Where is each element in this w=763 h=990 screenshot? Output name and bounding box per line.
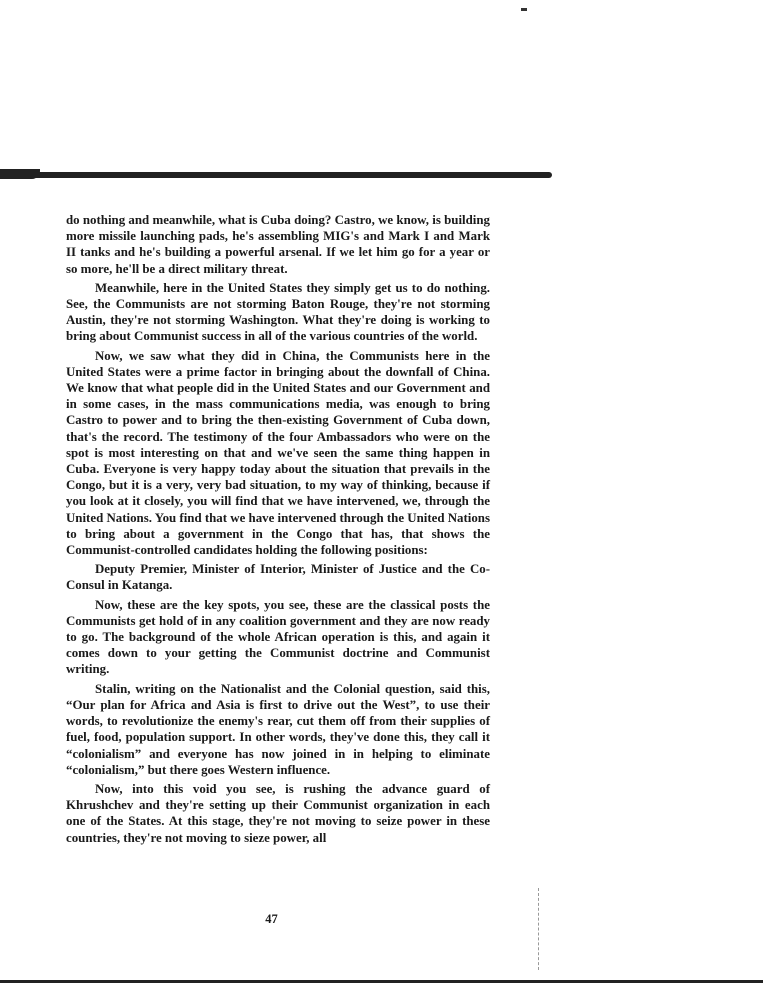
scan-mark	[521, 8, 527, 11]
paragraph-6: Stalin, writing on the Nationalist and the Colonial question, said this, “Our plan for Africa and Asia is first to drive out the West”, to use their words, to revolutionize the enemy's rear, cut them off from their supplies of fuel, food, population support. In other words, they've done this, they call it “colonialism” and everyone has now joined in in helping to eliminate “colonialism,” but there goes Western influence.	[66, 681, 490, 777]
header-rule	[0, 172, 552, 178]
footer-rule	[0, 980, 763, 983]
page-number: 47	[265, 912, 278, 926]
paragraph-5: Now, these are the key spots, you see, these are the classical posts the Communists get hold of in any coalition government and they are now ready to go. The background of the whole African operation is this, and again it comes down to your getting the Communist doctrine and Communist writing.	[66, 597, 490, 677]
paragraph-2: Meanwhile, here in the United States they simply get us to do nothing. See, the Communists are not storming Baton Rouge, they're not storming Austin, they're not storming Washington. What they're doing is working to bring about Communist success in all of the various countries of the world.	[66, 280, 490, 344]
paragraph-3: Now, we saw what they did in China, the Communists here in the United States were a prime factor in bringing about the downfall of China. We know that what people did in the United States and our Government and in some cases, in the mass communications media, was enough to bring Castro to power and to bring the then-existing Government of Cuba down, that's the record. The testimony of the four Ambassadors who were on the spot is most interesting on that and we've seen the same thing happen in Cuba. Everyone is very happy today about the situation that prevails in the Congo, but it is a very, very bad situation, to my way of thinking, because if you look at it closely, you will find that we have intervened, we, through the United Nations. You find that we have intervened through the United Nations to bring about a government in the Congo that has, that shows the Communist-controlled candidates holding the following positions:	[66, 348, 490, 558]
paragraph-4: Deputy Premier, Minister of Interior, Minister of Justice and the Co-Consul in Katanga.	[66, 562, 490, 593]
body-text	[66, 212, 490, 849]
paragraph-1: do nothing and meanwhile, what is Cuba doing? Castro, we know, is building more missile launching pads, he's assembling MIG's and Mark I and Mark II tanks and he's building a powerful arsenal. If we let him go for a year or so more, he'll be a direct military threat.	[66, 213, 490, 276]
paragraph-7: Now, into this void you see, is rushing the advance guard of Khrushchev and they're setting up their Communist organization in each one of the States. At this stage, they're not moving to seize power in these countries, they're not moving to sieze power, all	[66, 781, 490, 845]
margin-marks	[538, 888, 541, 970]
